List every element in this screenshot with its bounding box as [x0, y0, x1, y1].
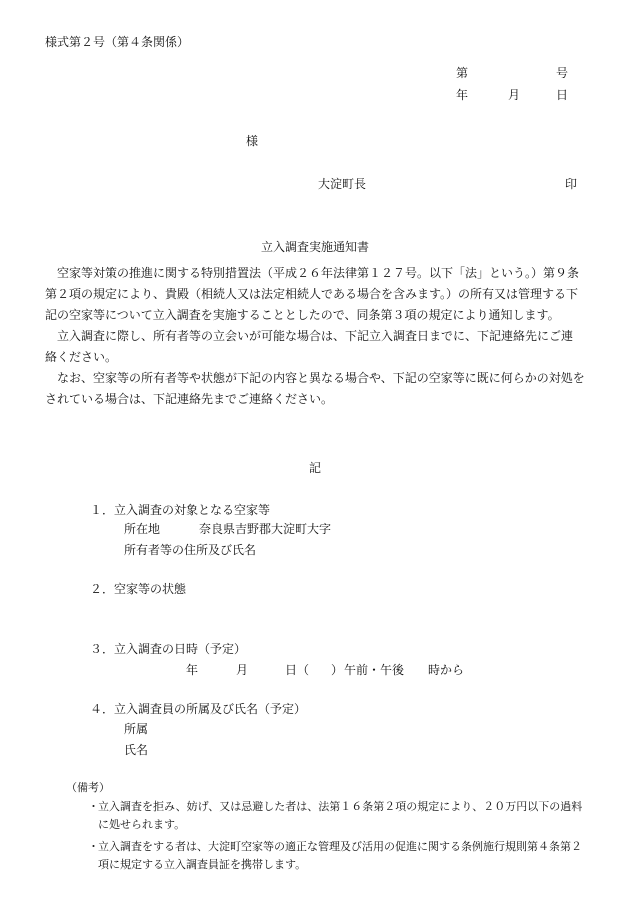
item-3-heading: ３．立入調査の日時（予定） [90, 642, 247, 656]
schedule-month: 月 [236, 663, 249, 677]
schedule-hour: 時から [428, 663, 465, 677]
number-row [456, 64, 568, 86]
bullet-mark: ・ [88, 840, 99, 853]
date-year: 年 [456, 88, 469, 102]
addressee-suffix: 様 [246, 134, 259, 148]
number-prefix: 第 [456, 66, 469, 80]
note-item [88, 838, 588, 874]
schedule-day: 日（ [285, 663, 310, 677]
number-suffix: 号 [556, 66, 569, 80]
item-1-heading: １．立入調査の対象となる空家等 [90, 503, 271, 517]
location-label: 所在地 [124, 522, 161, 536]
location-value: 奈良県吉野郡大淀町大字 [199, 522, 332, 536]
sender-title: 大淀町長 [318, 177, 367, 191]
form-label: 様式第２号（第４条関係） [45, 35, 190, 49]
date-day: 日 [556, 88, 569, 102]
document-number-block [456, 64, 568, 108]
date-row [456, 86, 568, 108]
paragraph-1: 空家等対策の推進に関する特別措置法（平成２６年法律第１２７号。以下「法」という。）第９条第２項の規定により、貴殿（相続人又は法定相続人である場合を含みます。）の所有又は管理する下記の空家等について立入調査を実施することとしたので、同条第３項の規定により通知します。 [45, 266, 580, 322]
notes-heading: （備考） [66, 781, 110, 794]
owner-label: 所有者等の住所及び氏名 [124, 543, 257, 557]
item-4-heading: ４．立入調査員の所属及び氏名（予定） [90, 702, 307, 716]
seal-mark: 印 [565, 177, 578, 191]
schedule-ampm: 午前・午後 [344, 663, 405, 677]
notes-list [88, 798, 588, 878]
date-month: 月 [508, 88, 521, 102]
note-text: 立入調査をする者は、大淀町空家等の適正な管理及び活用の促進に関する条例施行規則第４条第２項に規定する立入調査員証を携帯します。 [98, 840, 582, 871]
ki-heading: 記 [308, 461, 321, 475]
document-title: 立入調査実施通知書 [260, 240, 369, 254]
note-item [88, 798, 588, 834]
bullet-mark: ・ [88, 800, 99, 813]
schedule-year: 年 [186, 663, 199, 677]
paragraph-2: 立入調査に際し、所有者等の立会いが可能な場合は、下記立入調査日までに、下記連絡先にご連絡ください。 [45, 329, 574, 364]
affiliation-label: 所属 [124, 722, 149, 736]
paragraph-3: なお、空家等の所有者等や状態が下記の内容と異なる場合や、下記の空家等に既に何らかの対処をされている場合は、下記連絡先までご連絡ください。 [45, 371, 585, 406]
name-label: 氏名 [124, 743, 149, 757]
note-text: 立入調査を拒み、妨げ、又は忌避した者は、法第１６条第２項の規定により、２０万円以下の過料に処せられます。 [98, 800, 583, 831]
schedule-paren-close: ） [331, 663, 344, 677]
notice-body [45, 263, 585, 410]
item-2-heading: ２．空家等の状態 [90, 582, 187, 596]
